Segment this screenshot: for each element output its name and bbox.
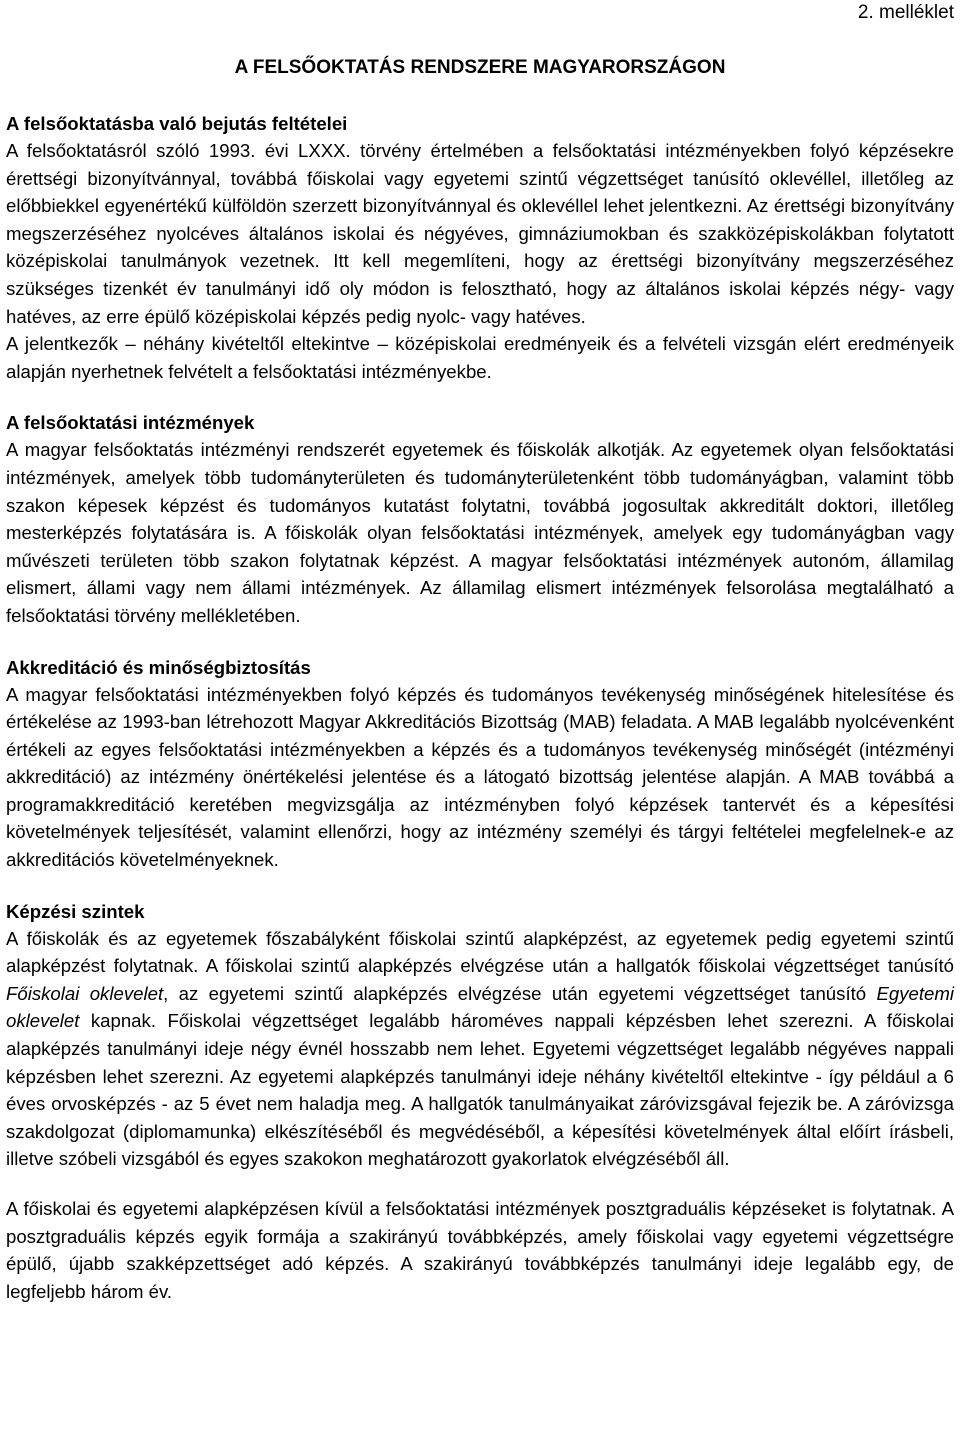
italic-term: Főiskolai oklevelet: [6, 982, 164, 1004]
section-heading: Akkreditáció és minőségbiztosítás: [6, 656, 311, 678]
section-heading: A felsőoktatási intézmények: [6, 412, 255, 434]
section-institutions: [6, 410, 954, 629]
section-heading: A felsőoktatásba való bejutás feltételei: [6, 113, 348, 134]
paragraph: [6, 925, 954, 1173]
paragraph: A főiskolai és egyetemi alapképzésen kívül a felsőoktatási intézmények posztgraduális képzéseket is folytatnak. A posztgraduális képzés egyik formája a szakirányú továbbképzés, amely főiskolai vagy egyetemi végzettségre épülő, újabb szakképzettséget adó képzés. A szakirányú továbbképzés tanulmányi ideje legalább egy, de legfeljebb három év.: [6, 1198, 954, 1302]
paragraph: A magyar felsőoktatás intézményi rendszerét egyetemek és főiskolák alkotják. Az egyetemek olyan felsőoktatási intézmények, amelyek több tudományterületen és tudományterületenként több tudományágban, valamint több szakon képesek képzést és tudományos kutatást folytatni, továbbá jogosultak akkreditált doktori, illetőleg mesterképzés folytatására is. A főiskolák olyan felsőoktatási intézmények, amelyek egy tudományágban vagy művészeti területen több szakon folytatnak képzést. A magyar felsőoktatási intézmények autonóm, államilag elismert, állami vagy nem állami intézmények. Az államilag elismert intézmények felsorolása megtalálható a felsőoktatási törvény mellékletében.: [6, 439, 954, 626]
paragraph: A jelentkezők – néhány kivételtől eltekintve – középiskolai eredményeik és a felvételi vizsgán elért eredményeik alapján nyerhetnek felvételt a felsőoktatási intézményekbe.: [6, 333, 954, 382]
text-run: A főiskolák és az egyetemek főszabályként főiskolai szintű alapképzést, az egyetemek pedig egyetemi szintű alapképzést folytatnak. A főiskolai szintű alapképzés elvégzése után a hallgatók főiskolai végzettséget tanúsító: [6, 927, 954, 977]
section-accreditation: [6, 655, 954, 874]
section-heading: Képzési szintek: [6, 900, 145, 922]
annex-label: 2. melléklet: [857, 2, 954, 23]
paragraph: A felsőoktatásról szóló 1993. évi LXXX. törvény értelmében a felsőoktatási intézményekben folyó képzésekre érettségi bizonyítvánnyal, továbbá főiskolai vagy egyetemi szintű végzettséget tanúsító oklevéllel, illetőleg az előbbiekkel egyenértékű külföldön szerzett bizonyítvánnyal és oklevéllel lehet jelentkezni. Az érettségi bizonyítvány megszerzéséhez nyolcéves általános iskolai és négyéves, gimnáziumokban és szakközépiskolákban folytatott középiskolai tanulmányok vezetnek. Itt kell megemlíteni, hogy az érettségi bizonyítvány megszerzéséhez szükséges tizenkét év tanulmányi idő oly módon is felosztható, hogy az általános iskolai képzés négy- vagy hatéves, az erre épülő középiskolai képzés pedig nyolc- vagy hatéves.: [6, 140, 954, 327]
italic-term: Egyetemi oklevelet: [6, 982, 954, 1032]
paragraph: A magyar felsőoktatási intézményekben folyó képzés és tudományos tevékenység minőségének hitelesítése és értékelése az 1993-ban létrehozott Magyar Akkreditációs Bizottság (MAB) feladata. A MAB legalább nyolcévenként értékeli az egyes felsőoktatási intézményekben a képzés és a tudományos tevékenység minőségét (intézményi akkreditáció) az intézmény önértékelési jelentése és a látogató bizottság jelentése alapján. A MAB továbbá a programakkreditáció keretében megvizsgálja az intézményben folyó képzések tantervét és a képesítési követelmények teljesítését, valamint ellenőrzi, hogy az intézmény személyi és tárgyi feltételei megfelelnek-e az akkreditációs követelményeknek.: [6, 683, 954, 871]
text-run: , az egyetemi szintű alapképzés elvégzése után egyetemi végzettséget tanúsító: [163, 982, 877, 1004]
section-levels: [6, 899, 954, 1306]
section-admission: [6, 111, 954, 385]
document-body: [6, 111, 954, 1305]
document-title: A FELSŐOKTATÁS RENDSZERE MAGYARORSZÁGON: [234, 57, 726, 78]
text-run: kapnak. Főiskolai végzettséget legalább hároméves nappali képzésben lehet szerezni. A főiskolai alapképzés tanulmányi ideje négy évnél hosszabb nem lehet. Egyetemi végzettséget legalább négyéves nappali képzésben lehet szerezni. Az egyetemi alapképzés tanulmányi ideje néhány kivételtől eltekintve - így például a 6 éves orvosképzés - az 5 évet nem haladja meg. A hallgatók tanulmányaikat záróvizsgával fejezik be. A záróvizsga szakdolgozat (diplomamunka) elkészítéséből és megvédéséből, a képesítési követelmények által előírt írásbeli, illetve szóbeli vizsgából és egyes szakokon meghatározott gyakorlatok elvégzéséből áll.: [6, 1010, 954, 1170]
